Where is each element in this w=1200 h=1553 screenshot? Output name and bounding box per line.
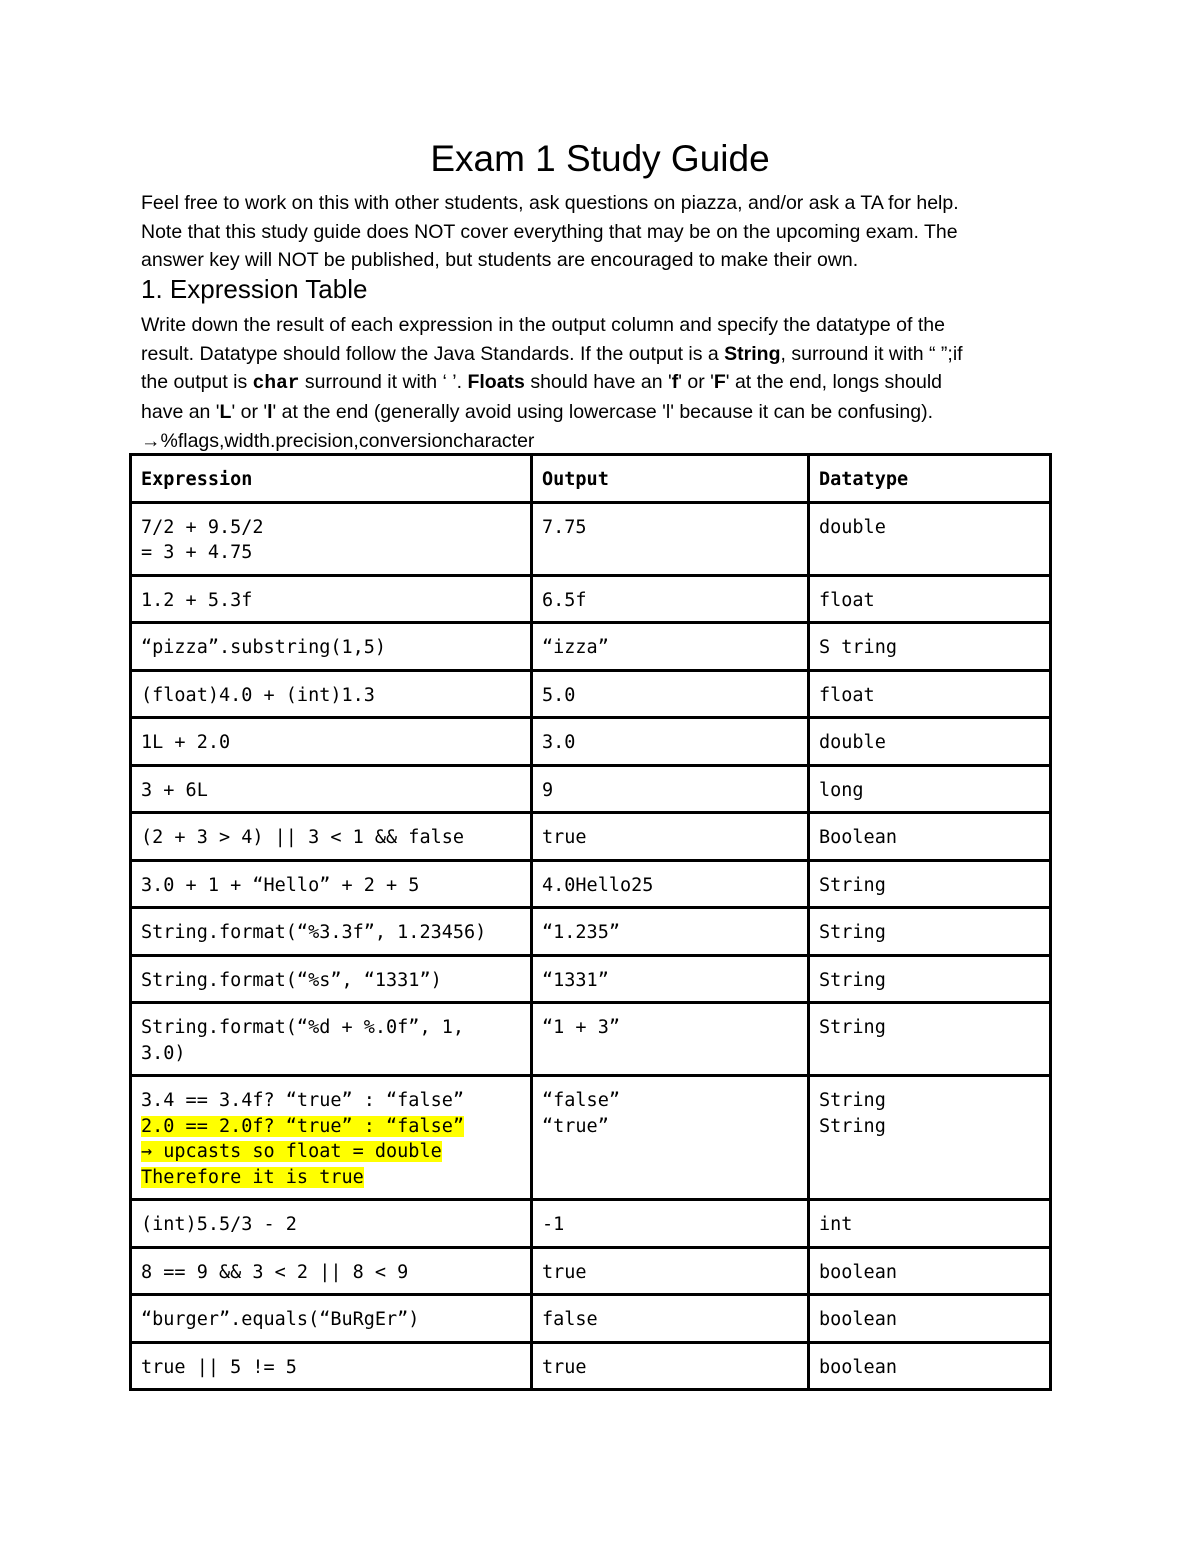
- table-row: [131, 765, 1051, 813]
- cell-line: “1.235”: [542, 922, 620, 943]
- table-row: [131, 1295, 1051, 1343]
- datatype-cell: [809, 575, 1051, 623]
- cell-line: (float)4.0 + (int)1.3: [141, 684, 375, 706]
- expression-cell: [131, 860, 532, 908]
- table-row: [131, 575, 1051, 623]
- cell-line: String: [819, 1017, 886, 1038]
- cell-line: float: [819, 589, 875, 611]
- expression-cell: [131, 1295, 532, 1343]
- datatype-cell: [809, 955, 1051, 1003]
- expression-cell: [131, 718, 532, 766]
- table-row: [131, 860, 1051, 908]
- table-row: [131, 623, 1051, 671]
- column-header-output: Output: [532, 455, 809, 503]
- output-cell: [532, 1003, 809, 1076]
- output-cell: [532, 955, 809, 1003]
- section-heading: 1. Expression Table: [141, 274, 368, 304]
- cell-line: “1 + 3”: [542, 1017, 620, 1038]
- section-description: [141, 311, 1071, 456]
- cell-line: “false”: [542, 1090, 620, 1111]
- cell-line: 7.75: [542, 516, 587, 538]
- desc-line: Write down the result of each expression in the output column and specify the datatype of the: [141, 314, 945, 336]
- cell-line: String: [819, 922, 886, 943]
- cell-line: long: [819, 779, 864, 801]
- datatype-cell: [809, 1342, 1051, 1390]
- cell-line: (int)5.5/3 - 2: [141, 1214, 297, 1235]
- expression-cell: [131, 1076, 532, 1200]
- table-row: [131, 908, 1051, 956]
- output-cell: [532, 908, 809, 956]
- expression-cell: [131, 1342, 532, 1390]
- page-title: Exam 1 Study Guide: [430, 138, 770, 179]
- datatype-cell: [809, 1247, 1051, 1295]
- output-cell: [532, 1295, 809, 1343]
- output-cell: [532, 575, 809, 623]
- cell-line: String: [819, 874, 886, 896]
- cell-line: String.format(“%3.3f”, 1.23456): [141, 922, 487, 943]
- desc-line: →%flags,width.precision,conversioncharacter: [141, 429, 535, 452]
- cell-line: String.format(“%d + %.0f”, 1,: [141, 1017, 465, 1038]
- table-row: [131, 1247, 1051, 1295]
- cell-line: 1.2 + 5.3f: [141, 589, 253, 611]
- expression-cell: [131, 765, 532, 813]
- table-row: [131, 670, 1051, 718]
- column-header-datatype: Datatype: [809, 455, 1051, 503]
- datatype-cell: [809, 1003, 1051, 1076]
- cell-line: double: [819, 732, 886, 753]
- datatype-cell: [809, 718, 1051, 766]
- table-row: [131, 813, 1051, 861]
- expression-cell: [131, 1200, 532, 1248]
- cell-line: S tring: [819, 637, 897, 658]
- output-cell: [532, 623, 809, 671]
- expression-cell: [131, 575, 532, 623]
- output-cell: [532, 718, 809, 766]
- table-row: [131, 1200, 1051, 1248]
- cell-line: boolean: [819, 1356, 897, 1378]
- cell-line: false: [542, 1309, 598, 1330]
- cell-line: “1331”: [542, 969, 609, 991]
- table-row: [131, 1076, 1051, 1200]
- cell-line: true: [542, 827, 587, 848]
- cell-line: “pizza”.substring(1,5): [141, 637, 387, 658]
- datatype-cell: [809, 1295, 1051, 1343]
- intro-line: Feel free to work on this with other students, ask questions on piazza, and/or ask a TA for help.: [141, 192, 959, 214]
- table-row: [131, 718, 1051, 766]
- cell-line: 3.0 + 1 + “Hello” + 2 + 5: [141, 874, 420, 896]
- table-row: [131, 1003, 1051, 1076]
- datatype-cell: [809, 860, 1051, 908]
- output-cell: [532, 1200, 809, 1248]
- arrow-right-icon: →: [141, 429, 161, 452]
- datatype-cell: [809, 502, 1051, 575]
- cell-line: String: [819, 1115, 886, 1137]
- expression-cell: [131, 908, 532, 956]
- cell-line: 3.0): [141, 1042, 186, 1064]
- output-cell: [532, 1076, 809, 1200]
- cell-line: (2 + 3 > 4) || 3 < 1 && false: [141, 827, 465, 848]
- table-row: [131, 502, 1051, 575]
- expression-cell: [131, 623, 532, 671]
- desc-line: the output is char surround it with ‘ ’. Floats should have an 'f' or 'F' at the end, longs should: [141, 371, 943, 395]
- cell-line: 3.4 == 3.4f? “true” : “false”: [141, 1090, 465, 1111]
- output-cell: [532, 1247, 809, 1295]
- datatype-cell: [809, 1200, 1051, 1248]
- cell-line: 1L + 2.0: [141, 732, 231, 753]
- cell-line: 4.0Hello25: [542, 874, 654, 896]
- cell-line: String.format(“%s”, “1331”): [141, 969, 442, 991]
- expression-cell: [131, 1003, 532, 1076]
- table-header-row: [131, 455, 1051, 503]
- datatype-cell: [809, 765, 1051, 813]
- datatype-cell: [809, 813, 1051, 861]
- cell-line: “true”: [542, 1115, 609, 1137]
- datatype-cell: [809, 670, 1051, 718]
- output-cell: [532, 860, 809, 908]
- expression-cell: [131, 1247, 532, 1295]
- output-cell: [532, 502, 809, 575]
- intro-line: Note that this study guide does NOT cover everything that may be on the upcoming exam. The: [141, 220, 958, 243]
- cell-line: 3 + 6L: [141, 779, 208, 801]
- cell-line: String: [819, 969, 886, 991]
- expression-cell: [131, 670, 532, 718]
- expression-table: [129, 453, 1052, 1391]
- datatype-cell: [809, 1076, 1051, 1200]
- cell-line: boolean: [819, 1261, 897, 1283]
- output-cell: [532, 813, 809, 861]
- cell-line: 7/2 + 9.5/2: [141, 516, 264, 538]
- desc-line: result. Datatype should follow the Java Standards. If the output is a String, surround it with “ ”;if: [141, 342, 963, 365]
- highlighted-cell-line: → upcasts so float = double: [141, 1141, 442, 1162]
- desc-line: have an 'L' or 'l' at the end (generally avoid using lowercase 'l' because it can be confusing).: [141, 401, 933, 424]
- cell-line: Boolean: [819, 827, 897, 848]
- expression-cell: [131, 813, 532, 861]
- table-row: [131, 955, 1051, 1003]
- expression-cell: [131, 955, 532, 1003]
- highlighted-cell-line: Therefore it is true: [141, 1166, 364, 1188]
- cell-line: 9: [542, 779, 554, 801]
- cell-line: = 3 + 4.75: [141, 542, 253, 563]
- output-cell: [532, 670, 809, 718]
- cell-line: 6.5f: [542, 589, 587, 611]
- cell-line: -1: [542, 1214, 565, 1235]
- output-cell: [532, 765, 809, 813]
- table-row: [131, 1342, 1051, 1390]
- cell-line: true: [542, 1261, 587, 1283]
- output-cell: [532, 1342, 809, 1390]
- cell-line: double: [819, 516, 886, 538]
- cell-line: int: [819, 1214, 853, 1235]
- column-header-expression: Expression: [131, 455, 532, 503]
- cell-line: “izza”: [542, 637, 609, 658]
- intro-paragraph: [141, 189, 1071, 275]
- cell-line: String: [819, 1090, 886, 1111]
- cell-line: 8 == 9 && 3 < 2 || 8 < 9: [141, 1261, 409, 1283]
- datatype-cell: [809, 623, 1051, 671]
- cell-line: 3.0: [542, 732, 576, 753]
- expression-cell: [131, 502, 532, 575]
- cell-line: float: [819, 684, 875, 706]
- highlighted-cell-line: 2.0 == 2.0f? “true” : “false”: [141, 1115, 465, 1137]
- cell-line: boolean: [819, 1309, 897, 1330]
- datatype-cell: [809, 908, 1051, 956]
- cell-line: “burger”.equals(“BuRgEr”): [141, 1309, 420, 1330]
- cell-line: true || 5 != 5: [141, 1356, 297, 1378]
- cell-line: 5.0: [542, 684, 576, 706]
- cell-line: true: [542, 1356, 587, 1378]
- intro-line: answer key will NOT be published, but students are encouraged to make their own.: [141, 249, 859, 271]
